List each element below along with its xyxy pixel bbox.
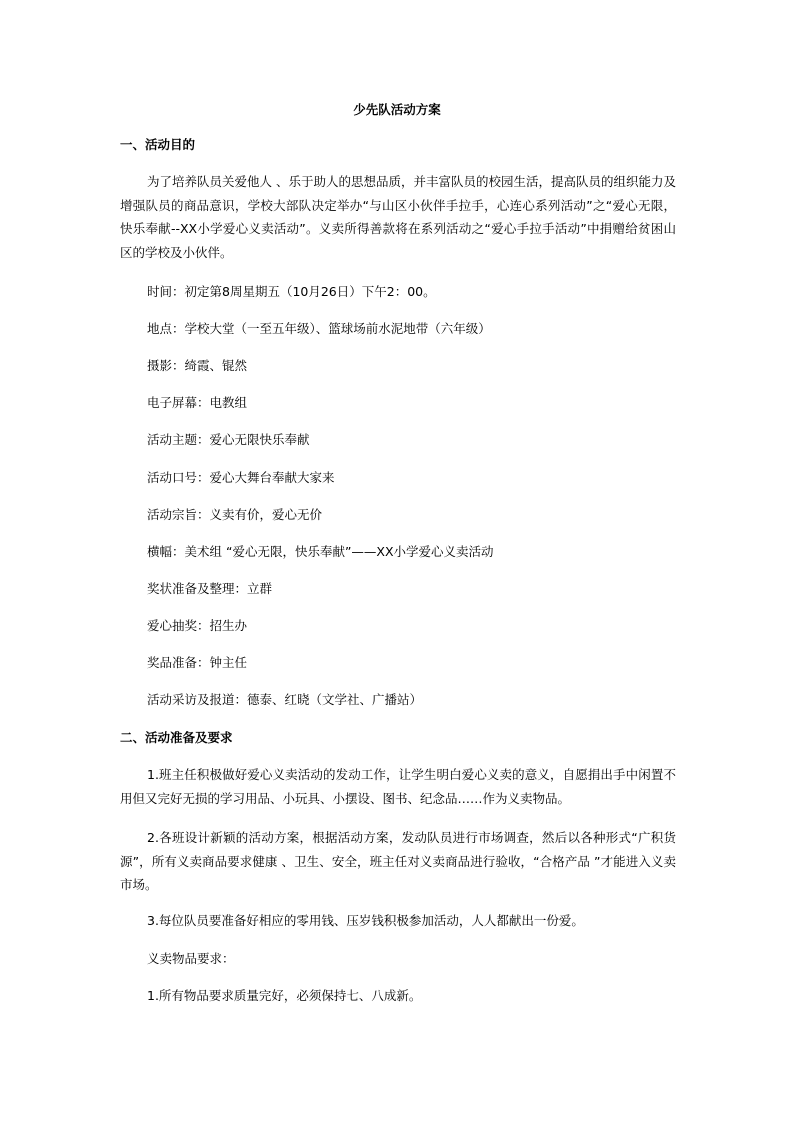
info-line-time: 时间：初定第8周星期五（10月26日）下午2：00。 — [147, 284, 436, 299]
info-line-theme: 活动主题：爱心无限快乐奉献 — [147, 432, 310, 447]
info-line-certificates: 奖状准备及整理：立群 — [147, 581, 273, 596]
requirement-paragraph-3: 3.每位队员要准备好相应的零用钱、压岁钱积极参加活动，人人都献出一份爱。 — [147, 913, 584, 928]
info-line-prizes: 奖品准备：钟主任 — [147, 655, 248, 670]
info-line-photography: 摄影：绮霞、锟然 — [147, 358, 248, 373]
info-line-slogan: 活动口号：爱心大舞台奉献大家来 — [147, 470, 335, 485]
info-line-location: 地点：学校大堂（一至五年级）、篮球场前水泥地带（六年级） — [147, 321, 491, 336]
info-line-screen: 电子屏幕：电教组 — [147, 395, 248, 410]
requirement-paragraph-2: 2.各班设计新颖的活动方案，根据活动方案，发动队员进行市场调查，然后以各种形式“广积货源”，所有义卖商品要求健康 、卫生、安全，班主任对义卖商品进行验收，“合格产品 ”才能进入义卖市场。 — [120, 830, 676, 892]
section-heading-preparation: 二、活动准备及要求 — [120, 730, 233, 745]
goods-requirements-heading: 义卖物品要求： — [147, 951, 235, 966]
info-line-banner: 横幅：美术组 “爱心无限，快乐奉献”——XX小学爱心义卖活动 — [147, 544, 494, 559]
document-title: 少先队活动方案 — [353, 102, 441, 117]
goods-requirement-1: 1.所有物品要求质量完好，必须保持七、八成新。 — [147, 988, 422, 1003]
requirement-paragraph-1: 1.班主任积极做好爱心义卖活动的发动工作，让学生明白爱心义卖的意义，自愿捐出手中闲置不用但又完好无损的学习用品、小玩具、小摆设、图书、纪念品……作为义卖物品。 — [120, 767, 676, 806]
info-line-lottery: 爱心抽奖：招生办 — [147, 618, 248, 633]
info-line-purpose: 活动宗旨：义卖有价，爱心无价 — [147, 507, 323, 522]
info-line-reporting: 活动采访及报道：德泰、红晓（文学社、广播站） — [147, 692, 423, 707]
section-heading-purpose: 一、活动目的 — [120, 137, 196, 152]
purpose-paragraph: 为了培养队员关爱他人 、乐于助人的思想品质，并丰富队员的校园生活，提高队员的组织能力及增强队员的商品意识，学校大部队决定举办“与山区小伙伴手拉手，心连心系列活动”之“爱心无限，快乐奉献--XX小学爱心义卖活动”。义卖所得善款将在系列活动之“爱心手拉手活动”中捐赠给贫困山区的学校及小伙伴。 — [120, 174, 676, 260]
